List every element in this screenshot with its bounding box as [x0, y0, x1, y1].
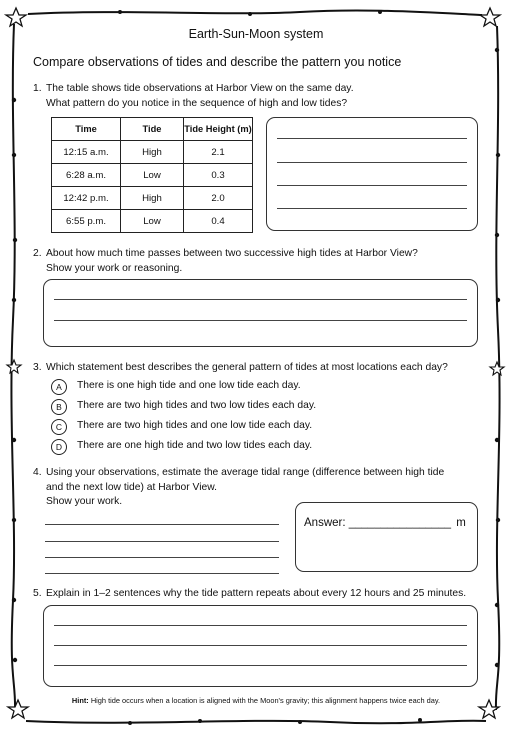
answer-unit: m	[456, 517, 466, 529]
question-number: 5.	[33, 588, 42, 599]
table-cell: 12:15 a.m.	[52, 141, 121, 164]
choice-text: There are two high tides and two low tides each day.	[77, 400, 317, 411]
question-4	[33, 466, 444, 495]
border-top-line	[28, 10, 482, 15]
question-number: 4.	[33, 467, 42, 478]
side-star-icon	[7, 360, 21, 373]
table-cell: 0.3	[184, 164, 253, 187]
choice-b[interactable]	[51, 399, 351, 415]
q4-answer-box[interactable]	[295, 502, 478, 572]
question-2	[33, 247, 418, 276]
choice-text: There are two high tides and one low tide each day.	[77, 420, 313, 431]
question-text: What pattern do you notice in the sequence of high and low tides?	[46, 97, 348, 109]
side-star-icon	[490, 362, 504, 375]
answer-line	[277, 162, 467, 163]
choice-letter-circle[interactable]: B	[51, 399, 67, 415]
question-3	[33, 361, 448, 376]
question-text: Using your observations, estimate the average tidal range (difference between high tide	[46, 467, 445, 478]
table-cell: High	[121, 187, 184, 210]
table-cell: High	[121, 141, 184, 164]
question-text: About how much time passes between two successive high tides at Harbor View?	[46, 248, 418, 259]
table-row	[52, 164, 253, 187]
table-cell: 2.0	[184, 187, 253, 210]
question-text: and the next low tide) at Harbor View.	[46, 481, 217, 493]
page-title: Earth-Sun-Moon system	[188, 27, 324, 41]
table-row	[52, 187, 253, 210]
answer-line	[277, 208, 467, 209]
question-number: 1.	[33, 83, 42, 94]
q1-answer-box[interactable]	[266, 117, 478, 231]
q2-answer-box[interactable]	[43, 279, 478, 347]
question-1	[33, 82, 354, 111]
border-bottom-line	[26, 721, 486, 724]
question-text: The table shows tide observations at Harbor View on the same day.	[46, 83, 354, 94]
choice-letter-circle[interactable]: A	[51, 379, 67, 395]
answer-line	[54, 665, 467, 666]
answer-line	[54, 625, 467, 626]
choice-text: There are one high tide and two low tides each day.	[77, 440, 313, 451]
question-5	[33, 587, 466, 602]
tide-observation-table	[51, 117, 253, 233]
hint-label: Hint:	[71, 696, 89, 705]
choice-d[interactable]	[51, 439, 351, 455]
column-header: Time	[52, 118, 121, 141]
table-header-row	[52, 118, 253, 141]
work-line[interactable]	[45, 541, 279, 542]
work-line[interactable]	[45, 573, 279, 574]
question-text: Which statement best describes the general pattern of tides at most locations each day?	[46, 362, 448, 373]
work-line[interactable]	[45, 557, 279, 558]
hint-text: High tide occurs when a location is aligned with the Moon's gravity; this alignment happens twice each day.	[90, 696, 441, 705]
column-header: Tide Height (m)	[184, 118, 253, 141]
corner-star-icon	[6, 8, 26, 26]
answer-field[interactable]	[304, 517, 466, 529]
answer-line	[277, 138, 467, 139]
answer-line	[277, 185, 467, 186]
corner-star-icon	[480, 8, 500, 26]
table-cell: Low	[121, 210, 184, 233]
choice-a[interactable]	[51, 379, 351, 395]
show-work-label: Show your work.	[46, 496, 123, 507]
answer-label: Answer: ________________	[304, 517, 452, 529]
table-cell: 6:55 p.m.	[52, 210, 121, 233]
table-row	[52, 210, 253, 233]
table-cell: 0.4	[184, 210, 253, 233]
answer-line	[54, 299, 467, 300]
choice-letter-circle[interactable]: C	[51, 419, 67, 435]
choice-text: There is one high tide and one low tide each day.	[77, 380, 301, 391]
table-row	[52, 141, 253, 164]
table-cell: 12:42 p.m.	[52, 187, 121, 210]
page-subtitle: Compare observations of tides and describe the pattern you notice	[33, 55, 402, 69]
answer-line	[54, 320, 467, 321]
answer-line	[54, 645, 467, 646]
table-cell: 2.1	[184, 141, 253, 164]
hint-footer	[0, 696, 512, 705]
question-text: Explain in 1–2 sentences why the tide pattern repeats about every 12 hours and 25 minutes.	[46, 588, 467, 599]
question-number: 3.	[33, 362, 42, 373]
question-text: Show your work or reasoning.	[46, 262, 183, 274]
work-line[interactable]	[45, 524, 279, 525]
choice-c[interactable]	[51, 419, 351, 435]
question-number: 2.	[33, 248, 42, 259]
table-cell: Low	[121, 164, 184, 187]
column-header: Tide	[121, 118, 184, 141]
choice-letter-circle[interactable]: D	[51, 439, 67, 455]
q5-answer-box[interactable]	[43, 605, 478, 687]
table-cell: 6:28 a.m.	[52, 164, 121, 187]
